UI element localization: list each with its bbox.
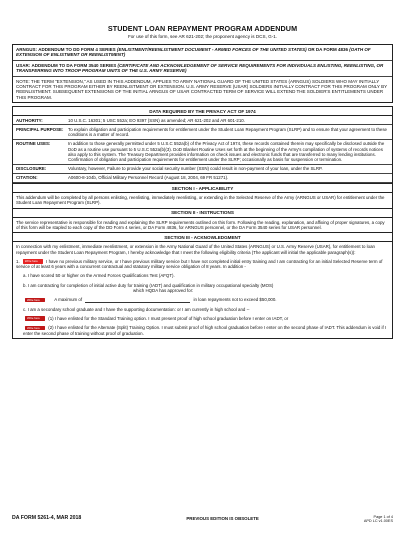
item-b <box>13 281 392 296</box>
section1-heading: SECTION I - APPLICABILITY <box>13 183 392 193</box>
item-1 <box>13 257 392 272</box>
section1-text: This addendum will be completed by all persons enlisting, reenlisting, immediately reenlisting, or extending in the Selected Reserve of the Army (ARNGUS or USAR) for entitlement under the Student Loan Repayment Program (SLRP). <box>16 195 385 206</box>
page-number-text: Page 1 of 4 <box>373 515 393 519</box>
max-amount-row <box>13 295 392 304</box>
section3-intro: In connection with my enlistment, immediate reenlistment, or extension in the Army National Guard of the United States (ARNGUS) or U.S. Army Reserve (USAR), for entitlement to loan repayment under the Student Loan Repayment Program, I hereby acknowledge that I meet the following eligibility criteria (The applicant will initial the applicable paragraph(s)): <box>16 244 375 255</box>
privacy-row <box>13 116 392 125</box>
privacy-row-label: ROUTINE USES: <box>16 141 51 147</box>
arngus-text: ADDENDUM TO DD FORM 4 SERIES <box>38 47 116 52</box>
form-subtitle: For use of this form, see AR 621-202; the proponent agency is DCS, G-1. <box>127 34 278 39</box>
item-a: a. I have scored 50 or higher on the Armed Forces Qualifications Test (AFQT). <box>23 273 175 279</box>
item-c1-text: (1) I have enlisted for the Standard Training option. I must present proof of high school graduation before I enter on IADT, or <box>48 315 289 321</box>
item-c1 <box>13 314 392 323</box>
usar-italic: (CERTIFICATE AND ACKNOWLEDGEMENT OF SERVICE REQUIREMENTS FOR INDIVIDUALS ENLISTING, REENLISTING, OR TRANSFERRING INTO TROOP PROGRAM UNITS OF THE U.S. ARMY RESERVE) <box>16 62 384 74</box>
privacy-row-text: A0600-8-104b, Official Military Personnel Record (August 18, 2004, 69 FR 51271). <box>68 175 229 181</box>
privacy-box <box>12 106 393 339</box>
section2-text: The service representative is responsible for reading and explaining the SLRP requirements outlined on this form. Following the reading, explanation, and affixing of proper signatures, a copy of this form will be stapled to each copy of the DD Form 4 series, or DA Form 4836, for ARNGUS personnel, or the DA Form 3540 series for USAR personnel. <box>16 219 385 230</box>
privacy-heading: DATA REQUIRED BY THE PRIVACY ACT OF 1974 <box>13 107 392 116</box>
privacy-row-label: DISCLOSURE: <box>16 166 47 172</box>
intro-box <box>12 44 393 103</box>
usar-block <box>13 61 392 77</box>
arngus-text2: OR DA FORM 4836 <box>307 47 348 52</box>
privacy-row <box>13 165 392 174</box>
page-number <box>364 515 393 524</box>
form-version: APD LC v1.00ES <box>363 519 393 524</box>
section2-heading: SECTION II - INSTRUCTIONS <box>13 208 392 218</box>
form-footer <box>12 515 393 524</box>
privacy-row-text: In addition to those generally permitted under 5 U.S.C 552a(b) of the Privacy Act of 1974, these records contained therein may specifically be disclosed outside the DoD as a routine use pursuant to 5 U.S.C 552a(b)(3). DoD Blanket Routine Uses set forth at the beginning of the Army's compilation of systems of records notices also apply to this system. The Treasury Department provides information on check issues and electronic funds that are transferred to many lending institutions. Confirmation of obligation and participation requirements for entitlement under the SLRP; occasionally as basis for suspension or termination. <box>68 141 385 162</box>
privacy-row <box>13 140 392 165</box>
privacy-row-text: Voluntary, however, Failure to provide your social security number (SSN) could result in non-payment of your loan, under the SLRP. <box>68 166 323 172</box>
initials-field-1[interactable]: Write here <box>23 259 43 264</box>
privacy-row <box>13 174 392 183</box>
privacy-row-text: To explain obligation and participation requirements for entitlement under the Student Loan Repayment Program (SLRP) and to ensure that your agreement to these conditions is a matter of record. <box>68 126 387 138</box>
privacy-row-text: 10 U.S.C. 16301; 5 USC 552a; EO 9397 (SSN) as amended; AR 621-202 and AR 601-210. <box>68 117 245 123</box>
privacy-row-label: CITATION: <box>16 175 38 181</box>
form-id: DA FORM 5261-4, MAR 2018 <box>12 515 82 521</box>
max-suffix: in loan repayments not to exceed $50,000. <box>193 297 277 303</box>
note-block: NOTE: THE TERM "EXTENSION," AS USED IN THIS ADDENDUM, APPLIES TO ARMY NATIONAL GUARD OF THE UNITED STATES (ARNGUS) SOLDIERS WHO MAY INITIALLY CONTRACT FOR THIS PROGRAM EITHER BY REENLISTMENT OR EXTENSION. U.S. ARMY RESERVE (USAR) SOLDIERS INITIALLY CONTRACT FOR THIS PROGRAM ONLY BY REENLISTMENT. SUBSEQUENT EXTENSIONS OF THE INITIAL ARNGUS OF USAR CONTRACTED TERM OF SERVICE WILL EXTEND THE SOLDIER'S ENTITLEMENTS UNDER THIS PROGRAM. <box>16 78 387 100</box>
item-1-text: I have no previous military service, or I have previous military service but I have not completed initial entry training and I am contracting for an initial Selected Reserve term of service of at least 6 years with a concurrent contractual and statutory military service obligation of 8 years. In addition - <box>16 258 383 270</box>
form-page <box>12 8 393 339</box>
item-c2-text: (2) I have enlisted for the Alternate (Split) Training Option. I must submit proof of high school graduation before I enter on the second phase of IADT. This addendum is void if I enter the second phase of training without proof of graduation. <box>23 325 387 336</box>
initials-field-c1[interactable]: Write here <box>25 316 45 321</box>
arngus-italic: (ENLISTMENT/REENLISTMENT DOCUMENT - ARMED FORCES OF THE UNITED STATES) <box>116 47 307 52</box>
item-b-cont: which HQDA has approved for: <box>133 288 194 294</box>
section3-heading: SECTION III - ACKNOWLEDGMENT <box>13 232 392 242</box>
privacy-row-label: AUTHORITY: <box>16 117 43 123</box>
max-label: A maximum of <box>54 297 83 303</box>
arngus-italic2: (OATH OF EXTENSION OF ENLISTMENT OR REENLISTMENT) <box>16 47 371 58</box>
item-c: c. I am a secondary school graduate and I have the supporting documentation: or I am currently in high school and -- <box>23 306 250 312</box>
privacy-row-label: PRINCIPAL PURPOSE: <box>16 126 64 132</box>
max-amount-input[interactable] <box>85 298 190 303</box>
initials-field-c2[interactable]: Write here <box>25 326 45 331</box>
usar-label: USAR: <box>16 62 31 68</box>
arngus-label: ARNGUS: <box>16 47 37 52</box>
item-1-number: 1. <box>16 258 20 264</box>
item-b-text: b. I am contracting for completion of initial active duty for training (IADT) and qualification in military occupational specialty (MOS) <box>23 282 274 288</box>
initials-field-b[interactable]: Write here <box>25 298 45 303</box>
previous-edition-note: PREVIOUS EDITION IS OBSOLETE <box>186 515 259 521</box>
privacy-row <box>13 125 392 139</box>
arngus-block <box>13 45 392 61</box>
usar-text: ADDENDUM TO DA FORM 3540 SERIES <box>31 62 117 68</box>
item-c2 <box>13 323 392 338</box>
form-title: STUDENT LOAN REPAYMENT PROGRAM ADDENDUM <box>107 24 298 33</box>
